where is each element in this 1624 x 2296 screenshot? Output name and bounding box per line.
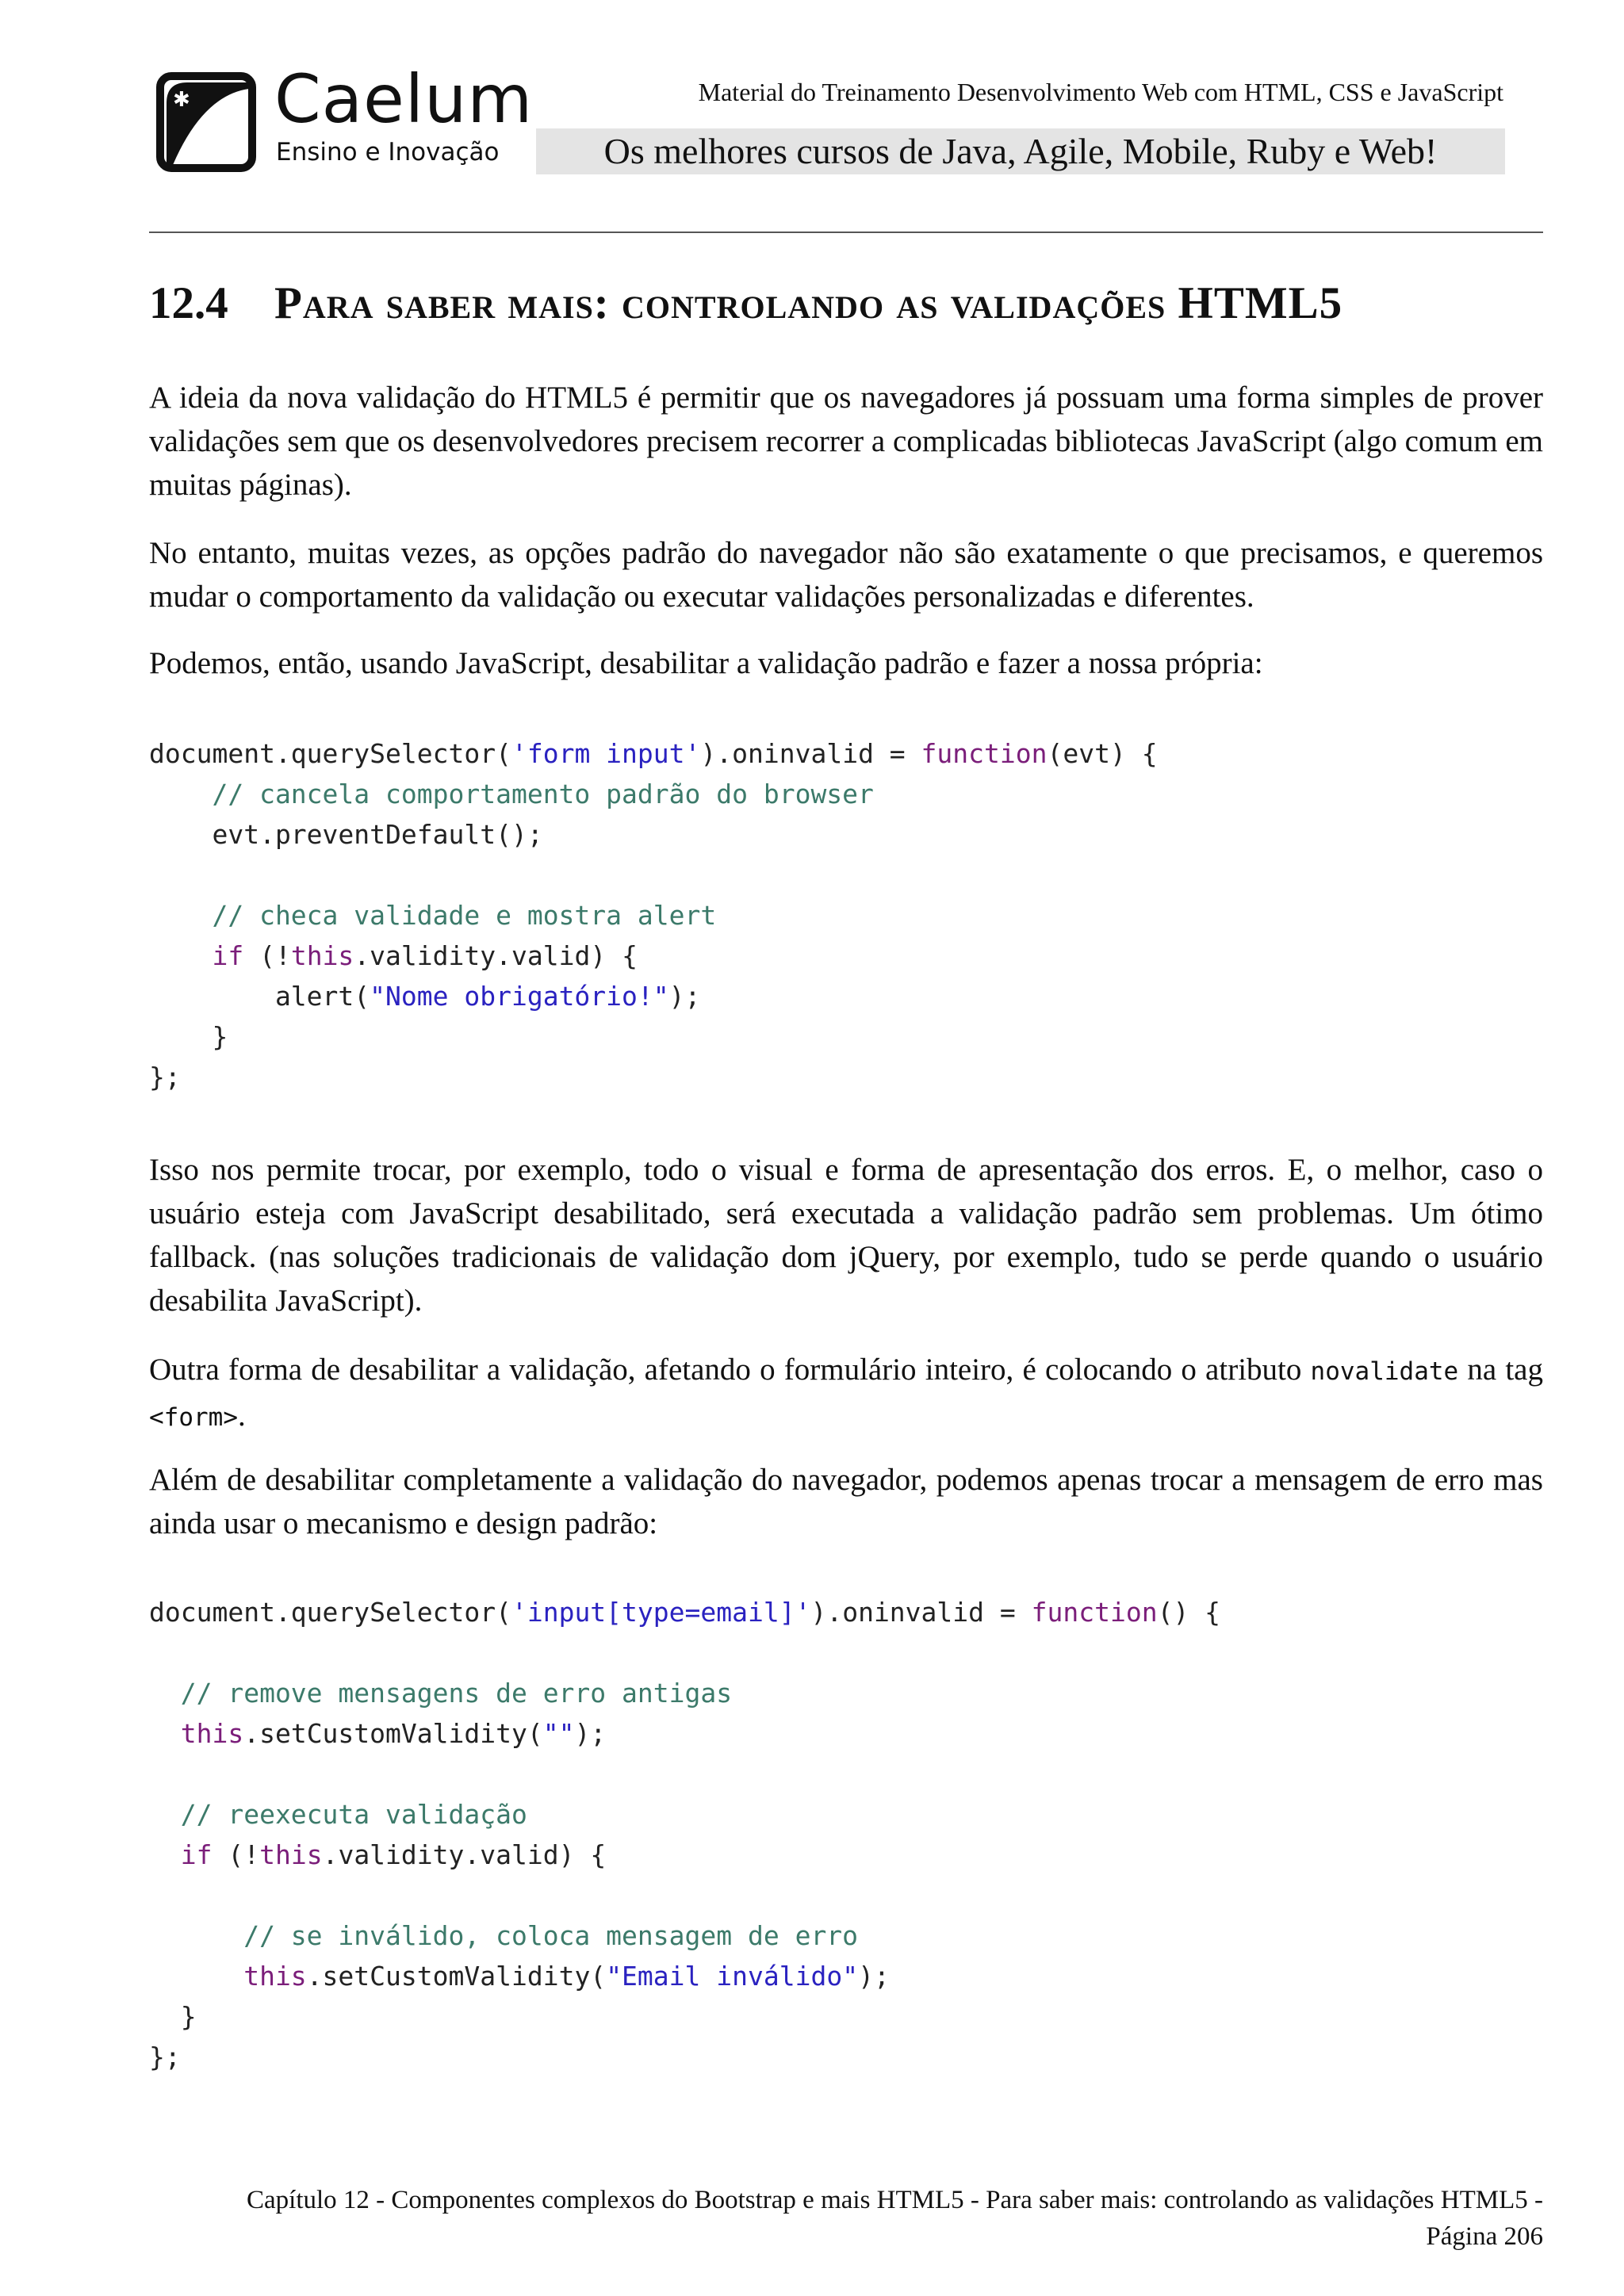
section-number: 12.4	[149, 278, 228, 328]
header-divider	[149, 232, 1543, 233]
header-banner: Os melhores cursos de Java, Agile, Mobile, Ruby e Web!	[536, 128, 1505, 174]
code-block-oninvalid: document.querySelector('form input').oninvalid = function(evt) { // cancela comportamento padrão do browser evt.preventDefault(); // checa validade e mostra alert if (!this.validity.valid) { alert("Nome obrigatório!"); } };	[149, 738, 1158, 1093]
footer-chapter: Capítulo 12 - Componentes complexos do Bootstrap e mais HTML5 - Para saber mais: controlando as validações HTML5 -	[247, 2186, 1543, 2214]
logo-name: Caelum	[274, 60, 534, 138]
section-heading	[149, 277, 1342, 329]
paragraph-however: No entanto, muitas vezes, as opções padrão do navegador não são exatamente o que precisamos, e queremos mudar o comportamento da validação ou executar validações personalizadas e diferentes.	[149, 536, 1543, 614]
logo-tagline: Ensino e Inovação	[276, 138, 500, 166]
logo-mark-icon	[155, 71, 257, 173]
footer-page-number: Página 206	[1426, 2222, 1543, 2251]
paragraph-disable: Podemos, então, usando JavaScript, desabilitar a validação padrão e fazer a nossa própria:	[149, 646, 1263, 680]
caelum-logo	[155, 60, 534, 179]
paragraph-intro: A ideia da nova validação do HTML5 é permitir que os navegadores já possuam uma forma simples de prover validações sem que os desenvolvedores precisem recorrer a complicadas bibliotecas JavaScript (algo comum em muitas páginas).	[149, 381, 1543, 502]
svg-text:✱: ✱	[173, 88, 190, 112]
page-footer	[116, 2182, 1543, 2255]
code-block-custom-validity: document.querySelector('input[type=email]').oninvalid = function() { // remove mensagens de erro antigas this.setCustomValidity(""); // reexecuta validação if (!this.validity.valid) { // se inválido, coloca mensagem de erro this.setCustomValidity("Email inválido"); } };	[149, 1597, 1221, 2072]
section-title: Para saber mais: controlando as validações HTML5	[274, 278, 1343, 328]
paragraph-custom-message: Além de desabilitar completamente a validação do navegador, podemos apenas trocar a mensagem de erro mas ainda usar o mecanismo e design padrão:	[149, 1463, 1543, 1540]
paragraph-benefits: Isso nos permite trocar, por exemplo, todo o visual e forma de apresentação dos erros. E, o melhor, caso o usuário esteja com JavaScript desabilitado, será executada a validação padrão sem problemas. Um ótimo fallback. (nas soluções tradicionais de validação dom jQuery, por exemplo, tudo se perde quando o usuário desabilita JavaScript).	[149, 1153, 1543, 1318]
paragraph-novalidate: Outra forma de desabilitar a validação, afetando o formulário inteiro, é colocando o atributo novalidate na tag <form>.	[149, 1353, 1543, 1433]
material-title: Material do Treinamento Desenvolvimento Web com HTML, CSS e JavaScript	[698, 78, 1503, 106]
